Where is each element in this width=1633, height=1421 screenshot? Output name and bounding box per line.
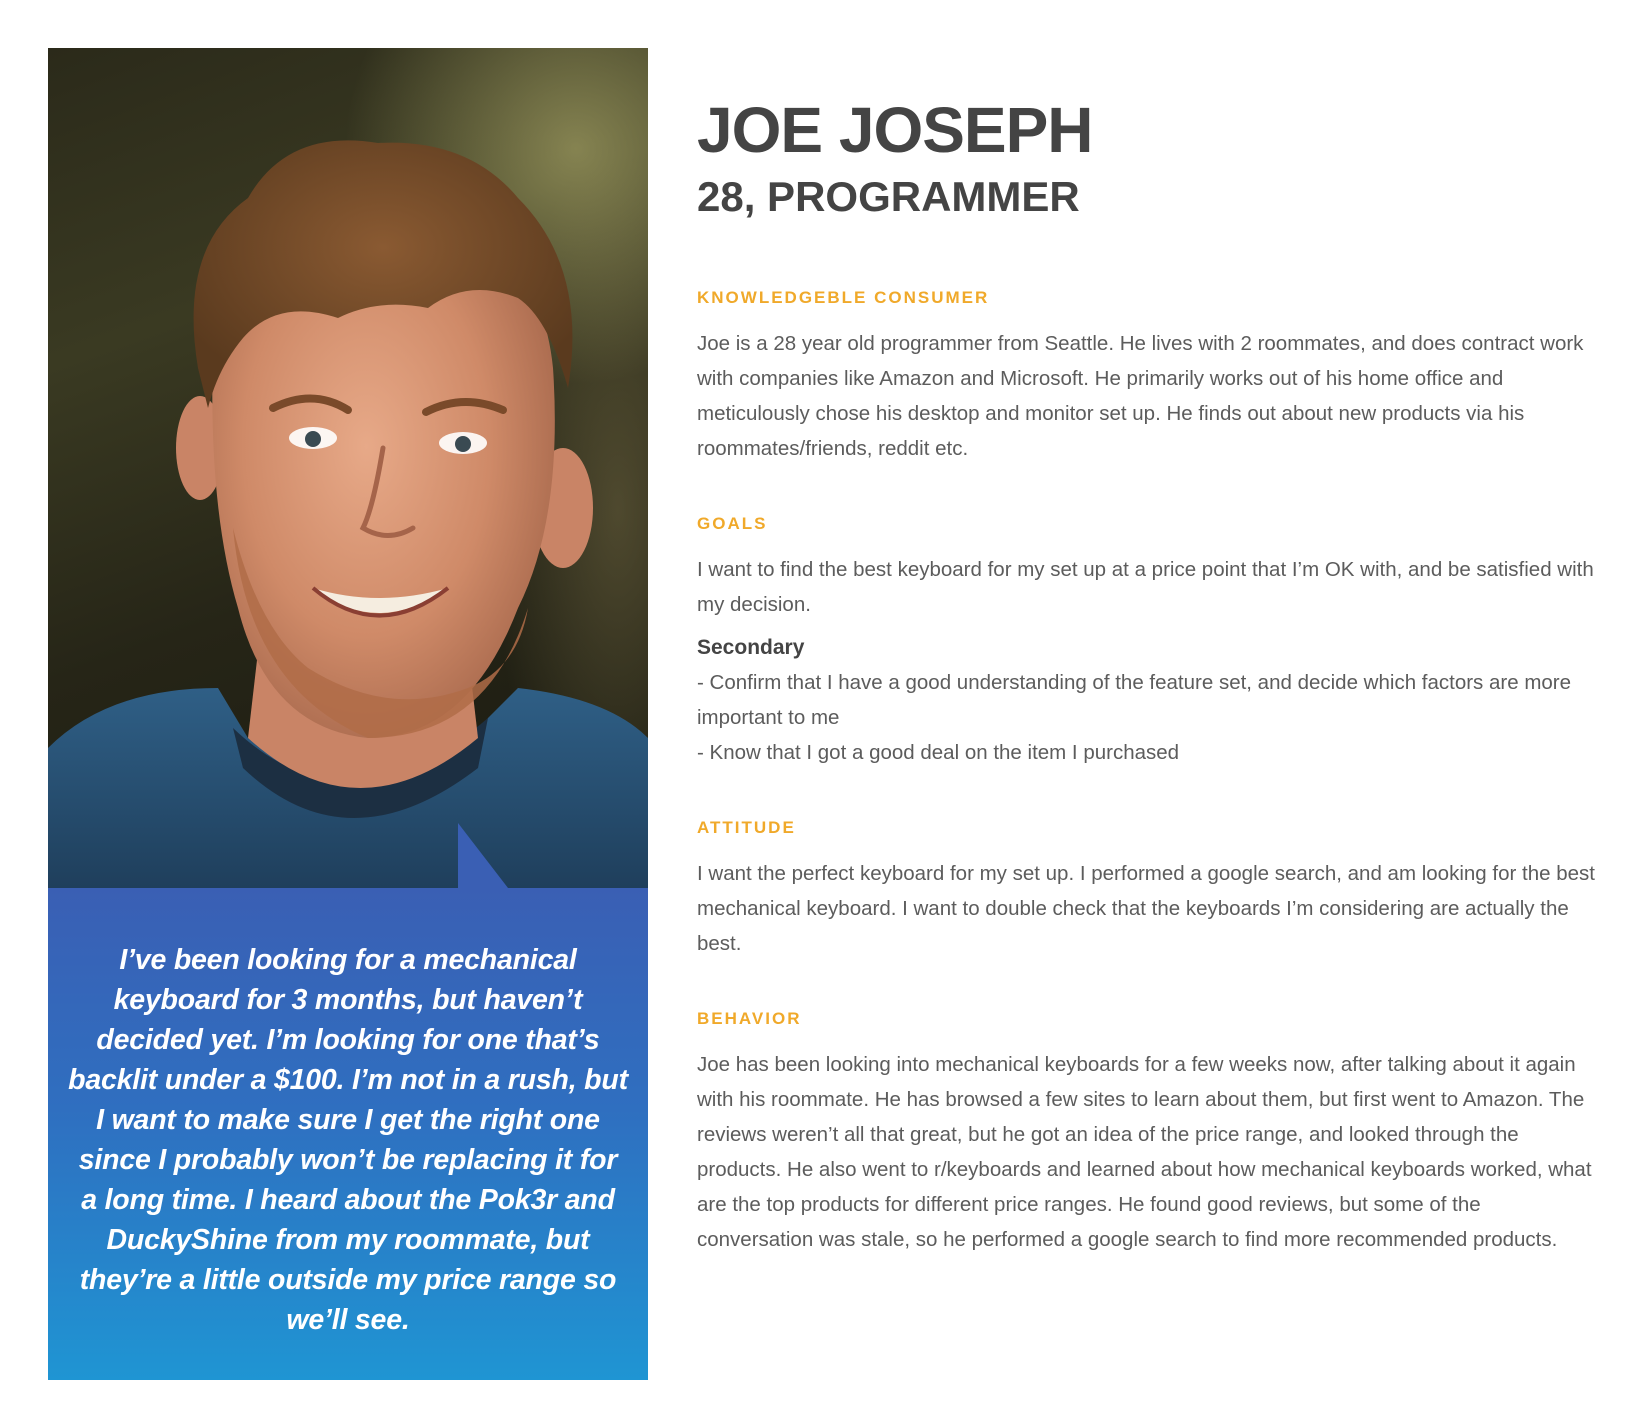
section-heading-attitude: ATTITUDE [697,818,796,837]
section-body-goals: I want to find the best keyboard for my set up at a price point that I’m OK with, and be satisfied with my decision. [697,558,1594,616]
persona-photo [48,48,648,888]
section-body-consumer: Joe is a 28 year old programmer from Seattle. He lives with 2 roommates, and does contract work with companies like Amazon and Microsoft. He primarily works out of his home office and meticulously chose his desktop and monitor set up. He finds out about new products via his roommates/friends, reddit etc. [697,332,1584,460]
section-heading-behavior: BEHAVIOR [697,1009,802,1028]
persona-name: JOE JOSEPH [697,94,1093,166]
goals-secondary-heading: Secondary [697,636,805,659]
section-heading-consumer: KNOWLEDGEBLE CONSUMER [697,288,990,307]
persona-quote: I’ve been looking for a mechanical keyboard for 3 months, but haven’t decided yet. I’m looking for one that’s backlit under a $100. I’m not in a rush, but I want to make sure I get the right one since I probably won’t be replacing it for a long time. I heard about the Pok3r and DuckyShine from my roommate, but they’re a little outside my price range so we’ll see. [68,944,628,1336]
section-heading-goals: GOALS [697,514,768,533]
section-body-behavior: Joe has been looking into mechanical keyboards for a few weeks now, after talking about it again with his roommate. He has browsed a few sites to learn about them, but first went to Amazon. The reviews weren’t all that great, but he got an idea of the price range, and looked through the products. He also went to r/keyboards and learned about how mechanical keyboards worked, what are the top products for different price ranges. He found good reviews, but some of the conversation was stale, so he performed a google search to find more recommended products. [697,1053,1592,1251]
goals-secondary-item: - Know that I got a good deal on the item I purchased [697,741,1180,764]
persona-subtitle: 28, PROGRAMMER [697,173,1080,220]
persona-quote-box [48,888,648,1380]
portrait-illustration [48,48,648,888]
goals-secondary-block [697,630,1602,770]
section-body-attitude: I want the perfect keyboard for my set up. I performed a google search, and am looking for the best mechanical keyboard. I want to double check that the keyboards I’m considering are actually the best. [697,862,1595,955]
goals-secondary-item: - Confirm that I have a good understanding of the feature set, and decide which factors are more important to me [697,671,1572,729]
persona-visual-column [48,48,648,1380]
persona-details-column [697,90,1602,1257]
